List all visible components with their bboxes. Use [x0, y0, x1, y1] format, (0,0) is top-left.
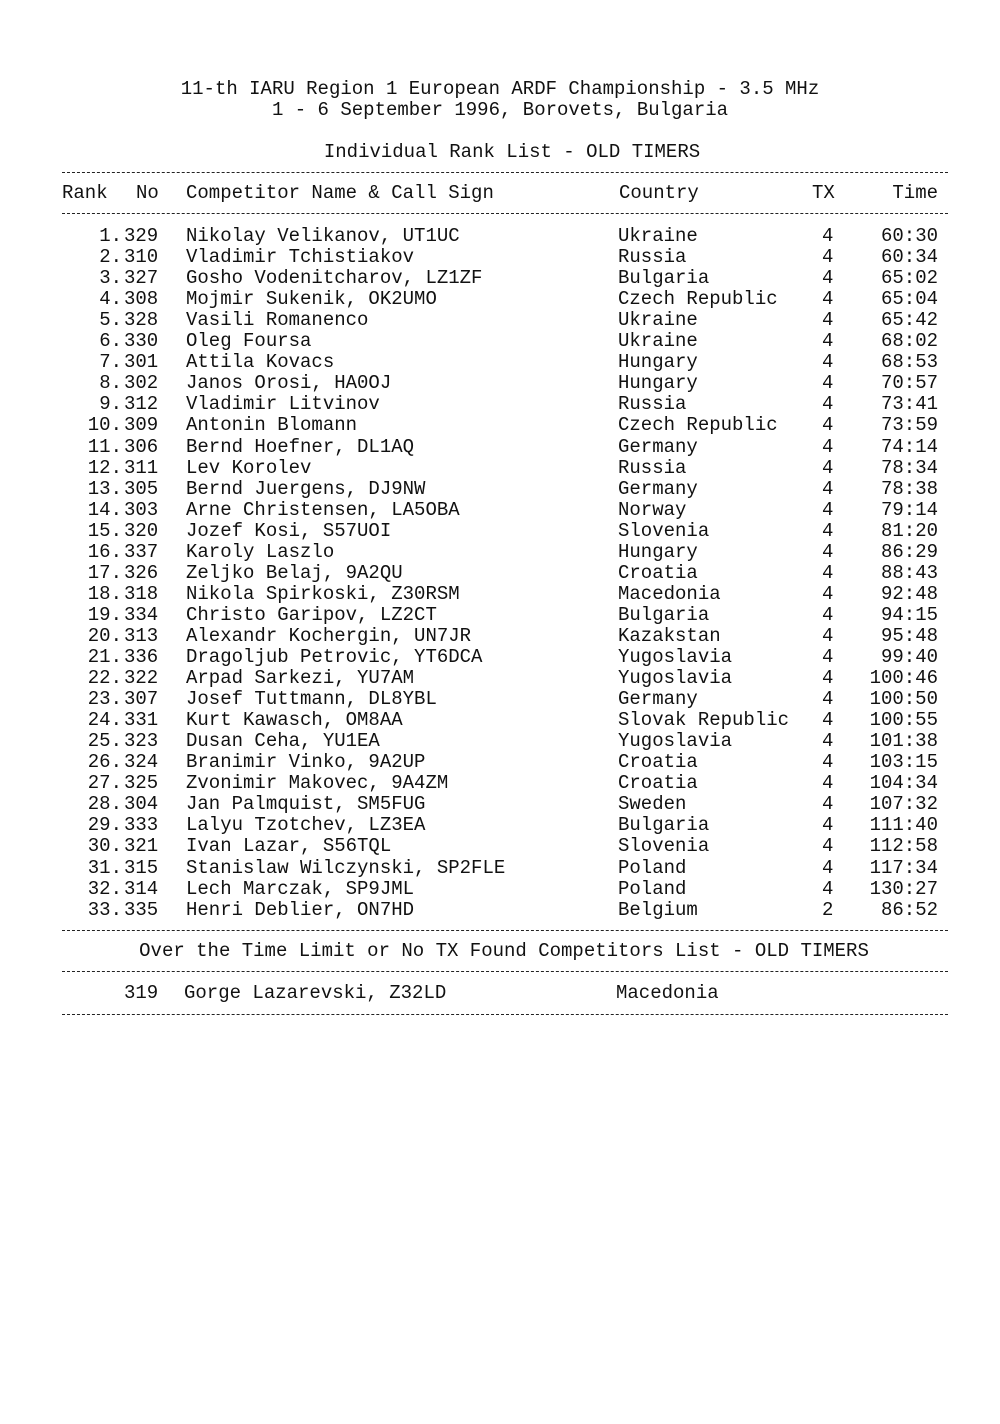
number-cell: 314 [124, 877, 159, 900]
country-cell: Slovenia [618, 835, 710, 858]
time-cell: 68:02 [880, 330, 938, 353]
tx-cell: 4 [822, 624, 834, 647]
rank-cell: 30. [87, 835, 122, 858]
country-cell: Croatia [618, 751, 698, 774]
table-row [0, 836, 1000, 857]
time-cell: 86:29 [880, 540, 938, 563]
table-row [0, 268, 1000, 289]
time-cell: 60:30 [880, 225, 938, 247]
competitor-cell: Karoly Laszlo [186, 540, 335, 563]
number-cell: 324 [124, 751, 159, 774]
number-cell: 308 [124, 288, 159, 311]
rank-cell: 15. [87, 519, 122, 542]
divider [62, 213, 948, 214]
table-row [0, 394, 1000, 415]
time-cell: 101:38 [869, 730, 938, 753]
number-cell: 311 [124, 456, 159, 479]
number-cell: 320 [124, 519, 159, 542]
table-row [0, 689, 1000, 710]
country-cell: Bulgaria [618, 267, 710, 290]
col-rank-header: Rank [62, 182, 108, 204]
rank-cell: 32. [87, 877, 122, 900]
rank-cell: 11. [87, 435, 122, 458]
tx-cell: 4 [822, 667, 834, 690]
championship-dates: 1 - 6 September 1996, Borovets, Bulgaria [271, 99, 729, 121]
time-cell: 70:57 [880, 372, 938, 395]
tx-cell: 4 [822, 646, 834, 668]
country-cell: Czech Republic [618, 414, 778, 437]
tx-cell: 4 [822, 603, 834, 626]
tx-cell: 4 [822, 288, 834, 311]
country-cell: Yugoslavia [618, 730, 733, 753]
tx-cell: 4 [822, 540, 834, 563]
tx-cell: 4 [822, 393, 834, 416]
tx-cell: 4 [822, 561, 834, 584]
rank-cell: 29. [87, 814, 122, 837]
rank-cell: 19. [87, 603, 122, 626]
competitor-cell: Janos Orosi, HA0OJ [186, 372, 392, 395]
country-cell: Czech Republic [618, 288, 778, 311]
competitor-cell: Dusan Ceha, YU1EA [186, 730, 380, 753]
country-cell: Bulgaria [618, 814, 710, 837]
table-row [0, 879, 1000, 900]
divider [62, 172, 948, 173]
table-header [0, 183, 1000, 204]
time-cell: 100:46 [869, 667, 938, 690]
rank-cell: 31. [87, 856, 122, 879]
number-cell: 321 [124, 835, 159, 858]
number-cell: 318 [124, 582, 159, 605]
competitor-cell: Christo Garipov, LZ2CT [186, 603, 437, 626]
country-cell: Kazakstan [618, 624, 721, 647]
number-cell: 305 [124, 477, 159, 500]
country-cell: Hungary [618, 540, 698, 563]
competitor-cell: Nikola Spirkoski, Z30RSM [186, 582, 460, 605]
table-row [0, 458, 1000, 479]
country-cell: Russia [618, 246, 687, 269]
competitor-cell: Vasili Romanenco [186, 309, 369, 332]
table-row [0, 605, 1000, 626]
tx-cell: 4 [822, 730, 834, 753]
competitor-cell: Jozef Kosi, S57UOI [186, 519, 392, 542]
time-cell: 73:41 [880, 393, 938, 416]
number-cell: 333 [124, 814, 159, 837]
table-row [0, 647, 1000, 668]
number-cell: 328 [124, 309, 159, 332]
table-row [0, 668, 1000, 689]
time-cell: 130:27 [869, 877, 938, 900]
table-row [0, 584, 1000, 605]
competitor-cell: Arne Christensen, LA5OBA [186, 498, 460, 521]
divider [62, 930, 948, 931]
table-row [0, 752, 1000, 773]
rank-cell: 2. [99, 246, 122, 269]
competitor-cell: Lalyu Tzotchev, LZ3EA [186, 814, 426, 837]
time-cell: 78:38 [880, 477, 938, 500]
tx-cell: 4 [822, 435, 834, 458]
competitor-cell: Gosho Vodenitcharov, LZ1ZF [186, 267, 483, 290]
table-row [0, 310, 1000, 331]
number-cell: 315 [124, 856, 159, 879]
table-row [0, 247, 1000, 268]
table-row [0, 415, 1000, 436]
rank-cell: 8. [99, 372, 122, 395]
number-cell: 310 [124, 246, 159, 269]
country-cell: Hungary [618, 372, 698, 395]
divider [62, 1014, 948, 1015]
time-cell: 94:15 [880, 603, 938, 626]
tx-cell: 4 [822, 835, 834, 858]
col-country-header: Country [619, 182, 699, 204]
competitor-cell: Zeljko Belaj, 9A2QU [186, 561, 403, 584]
competitor-cell: Arpad Sarkezi, YU7AM [186, 667, 415, 690]
list-subtitle: Individual Rank List - OLD TIMERS [323, 141, 701, 163]
tx-cell: 4 [822, 372, 834, 395]
competitor-cell: Josef Tuttmann, DL8YBL [186, 688, 437, 711]
tx-cell: 4 [822, 793, 834, 816]
competitor-cell: Alexandr Kochergin, UN7JR [186, 624, 472, 647]
col-tx-header: TX [812, 182, 835, 204]
number-cell: 335 [124, 898, 159, 921]
competitor-cell: Kurt Kawasch, OM8AA [186, 709, 403, 732]
tx-cell: 4 [822, 330, 834, 353]
country-cell: Croatia [618, 561, 698, 584]
tx-cell: 4 [822, 814, 834, 837]
rank-cell: 22. [87, 667, 122, 690]
rank-cell: 16. [87, 540, 122, 563]
table-row [0, 373, 1000, 394]
country-cell: Ukraine [618, 330, 698, 353]
competitor-cell: Zvonimir Makovec, 9A4ZM [186, 772, 449, 795]
tx-cell: 4 [822, 309, 834, 332]
number-cell: 306 [124, 435, 159, 458]
time-cell: 78:34 [880, 456, 938, 479]
time-cell: 81:20 [880, 519, 938, 542]
rank-cell: 28. [87, 793, 122, 816]
table-row [0, 731, 1000, 752]
table-row [0, 479, 1000, 500]
country-cell: Ukraine [618, 309, 698, 332]
col-name-header: Competitor Name & Call Sign [186, 182, 494, 204]
rank-cell: 17. [87, 561, 122, 584]
table-row [0, 352, 1000, 373]
competitor-cell: Bernd Hoefner, DL1AQ [186, 435, 415, 458]
number-cell: 301 [124, 351, 159, 374]
rank-cell: 26. [87, 751, 122, 774]
country-cell: Norway [618, 498, 687, 521]
competitor-cell: Branimir Vinko, 9A2UP [186, 751, 426, 774]
time-cell: 86:52 [880, 898, 938, 921]
country-cell: Croatia [618, 772, 698, 795]
divider [62, 971, 948, 972]
rank-cell: 23. [87, 688, 122, 711]
over-limit-title: Over the Time Limit or No TX Found Competitors List - OLD TIMERS [139, 940, 869, 962]
col-time-header: Time [892, 182, 938, 204]
country-cell: Macedonia [616, 982, 719, 1004]
competitor-cell: Mojmir Sukenik, OK2UMO [186, 288, 437, 311]
competitor-cell: Lech Marczak, SP9JML [186, 877, 415, 900]
tx-cell: 4 [822, 498, 834, 521]
time-cell: 74:14 [880, 435, 938, 458]
country-cell: Ukraine [618, 225, 698, 247]
table-row [0, 815, 1000, 836]
table-row [0, 500, 1000, 521]
rank-cell: 20. [87, 624, 122, 647]
time-cell: 95:48 [880, 624, 938, 647]
rank-cell: 27. [87, 772, 122, 795]
country-cell: Poland [618, 877, 687, 900]
country-cell: Sweden [618, 793, 687, 816]
competitor-cell: Henri Deblier, ON7HD [186, 898, 415, 921]
rank-cell: 24. [87, 709, 122, 732]
table-row [0, 289, 1000, 310]
time-cell: 65:42 [880, 309, 938, 332]
rank-cell: 14. [87, 498, 122, 521]
country-cell: Russia [618, 456, 687, 479]
tx-cell: 4 [822, 477, 834, 500]
competitor-cell: Ivan Lazar, S56TQL [186, 835, 392, 858]
tx-cell: 4 [822, 246, 834, 269]
number-cell: 326 [124, 561, 159, 584]
tx-cell: 4 [822, 225, 834, 247]
rank-cell: 18. [87, 582, 122, 605]
number-cell: 325 [124, 772, 159, 795]
number-cell: 322 [124, 667, 159, 690]
rank-cell: 1. [99, 225, 122, 247]
rank-cell: 13. [87, 477, 122, 500]
table-row [0, 983, 1000, 1004]
number-cell: 330 [124, 330, 159, 353]
table-row [0, 437, 1000, 458]
time-cell: 88:43 [880, 561, 938, 584]
time-cell: 79:14 [880, 498, 938, 521]
country-cell: Poland [618, 856, 687, 879]
time-cell: 111:40 [869, 814, 938, 837]
country-cell: Slovak Republic [618, 709, 790, 732]
tx-cell: 4 [822, 772, 834, 795]
time-cell: 68:53 [880, 351, 938, 374]
table-row [0, 858, 1000, 879]
tx-cell: 4 [822, 709, 834, 732]
table-row [0, 226, 1000, 247]
time-cell: 92:48 [880, 582, 938, 605]
country-cell: Germany [618, 688, 698, 711]
rank-cell: 25. [87, 730, 122, 753]
rank-cell: 9. [99, 393, 122, 416]
number-cell: 327 [124, 267, 159, 290]
tx-cell: 4 [822, 351, 834, 374]
time-cell: 112:58 [869, 835, 938, 858]
number-cell: 336 [124, 646, 159, 668]
rank-cell: 6. [99, 330, 122, 353]
number-cell: 331 [124, 709, 159, 732]
table-row [0, 521, 1000, 542]
rank-cell: 33. [87, 898, 122, 921]
time-cell: 65:02 [880, 267, 938, 290]
country-cell: Yugoslavia [618, 646, 733, 668]
number-cell: 337 [124, 540, 159, 563]
time-cell: 65:04 [880, 288, 938, 311]
country-cell: Bulgaria [618, 603, 710, 626]
table-row [0, 773, 1000, 794]
number-cell: 323 [124, 730, 159, 753]
country-cell: Slovenia [618, 519, 710, 542]
competitor-cell: Stanislaw Wilczynski, SP2FLE [186, 856, 506, 879]
number-cell: 334 [124, 603, 159, 626]
number-cell: 309 [124, 414, 159, 437]
competitor-cell: Nikolay Velikanov, UT1UC [186, 225, 460, 247]
time-cell: 99:40 [880, 646, 938, 668]
competitor-cell: Dragoljub Petrovic, YT6DCA [186, 646, 483, 668]
time-cell: 73:59 [880, 414, 938, 437]
competitor-cell: Vladimir Tchistiakov [186, 246, 415, 269]
competitor-cell: Antonin Blomann [186, 414, 358, 437]
number-cell: 303 [124, 498, 159, 521]
table-row [0, 626, 1000, 647]
number-cell: 313 [124, 624, 159, 647]
competitor-cell: Gorge Lazarevski, Z32LD [184, 982, 447, 1004]
tx-cell: 4 [822, 751, 834, 774]
time-cell: 104:34 [869, 772, 938, 795]
time-cell: 100:50 [869, 688, 938, 711]
rank-cell: 12. [87, 456, 122, 479]
table-row [0, 900, 1000, 921]
time-cell: 107:32 [869, 793, 938, 816]
number-cell: 329 [124, 225, 159, 247]
tx-cell: 4 [822, 877, 834, 900]
rank-cell: 10. [87, 414, 122, 437]
country-cell: Germany [618, 435, 698, 458]
rank-cell: 4. [99, 288, 122, 311]
number-cell: 319 [124, 982, 159, 1004]
col-no-header: No [136, 182, 159, 204]
competitor-cell: Attila Kovacs [186, 351, 335, 374]
table-row [0, 710, 1000, 731]
championship-title: 11-th IARU Region 1 European ARDF Championship - 3.5 MHz [180, 78, 820, 100]
table-row [0, 542, 1000, 563]
rank-cell: 21. [87, 646, 122, 668]
table-row [0, 331, 1000, 352]
competitor-cell: Bernd Juergens, DJ9NW [186, 477, 426, 500]
tx-cell: 4 [822, 519, 834, 542]
tx-cell: 4 [822, 582, 834, 605]
tx-cell: 2 [822, 898, 834, 921]
country-cell: Yugoslavia [618, 667, 733, 690]
table-row [0, 794, 1000, 815]
rank-cell: 5. [99, 309, 122, 332]
tx-cell: 4 [822, 688, 834, 711]
time-cell: 103:15 [869, 751, 938, 774]
country-cell: Belgium [618, 898, 698, 921]
number-cell: 307 [124, 688, 159, 711]
competitor-cell: Lev Korolev [186, 456, 312, 479]
time-cell: 60:34 [880, 246, 938, 269]
tx-cell: 4 [822, 414, 834, 437]
number-cell: 304 [124, 793, 159, 816]
country-cell: Macedonia [618, 582, 721, 605]
country-cell: Germany [618, 477, 698, 500]
table-row [0, 563, 1000, 584]
time-cell: 100:55 [869, 709, 938, 732]
competitor-cell: Jan Palmquist, SM5FUG [186, 793, 426, 816]
competitor-cell: Vladimir Litvinov [186, 393, 380, 416]
competitor-cell: Oleg Foursa [186, 330, 312, 353]
tx-cell: 4 [822, 456, 834, 479]
number-cell: 312 [124, 393, 159, 416]
country-cell: Russia [618, 393, 687, 416]
tx-cell: 4 [822, 856, 834, 879]
country-cell: Hungary [618, 351, 698, 374]
time-cell: 117:34 [869, 856, 938, 879]
rank-cell: 3. [99, 267, 122, 290]
tx-cell: 4 [822, 267, 834, 290]
number-cell: 302 [124, 372, 159, 395]
rank-cell: 7. [99, 351, 122, 374]
